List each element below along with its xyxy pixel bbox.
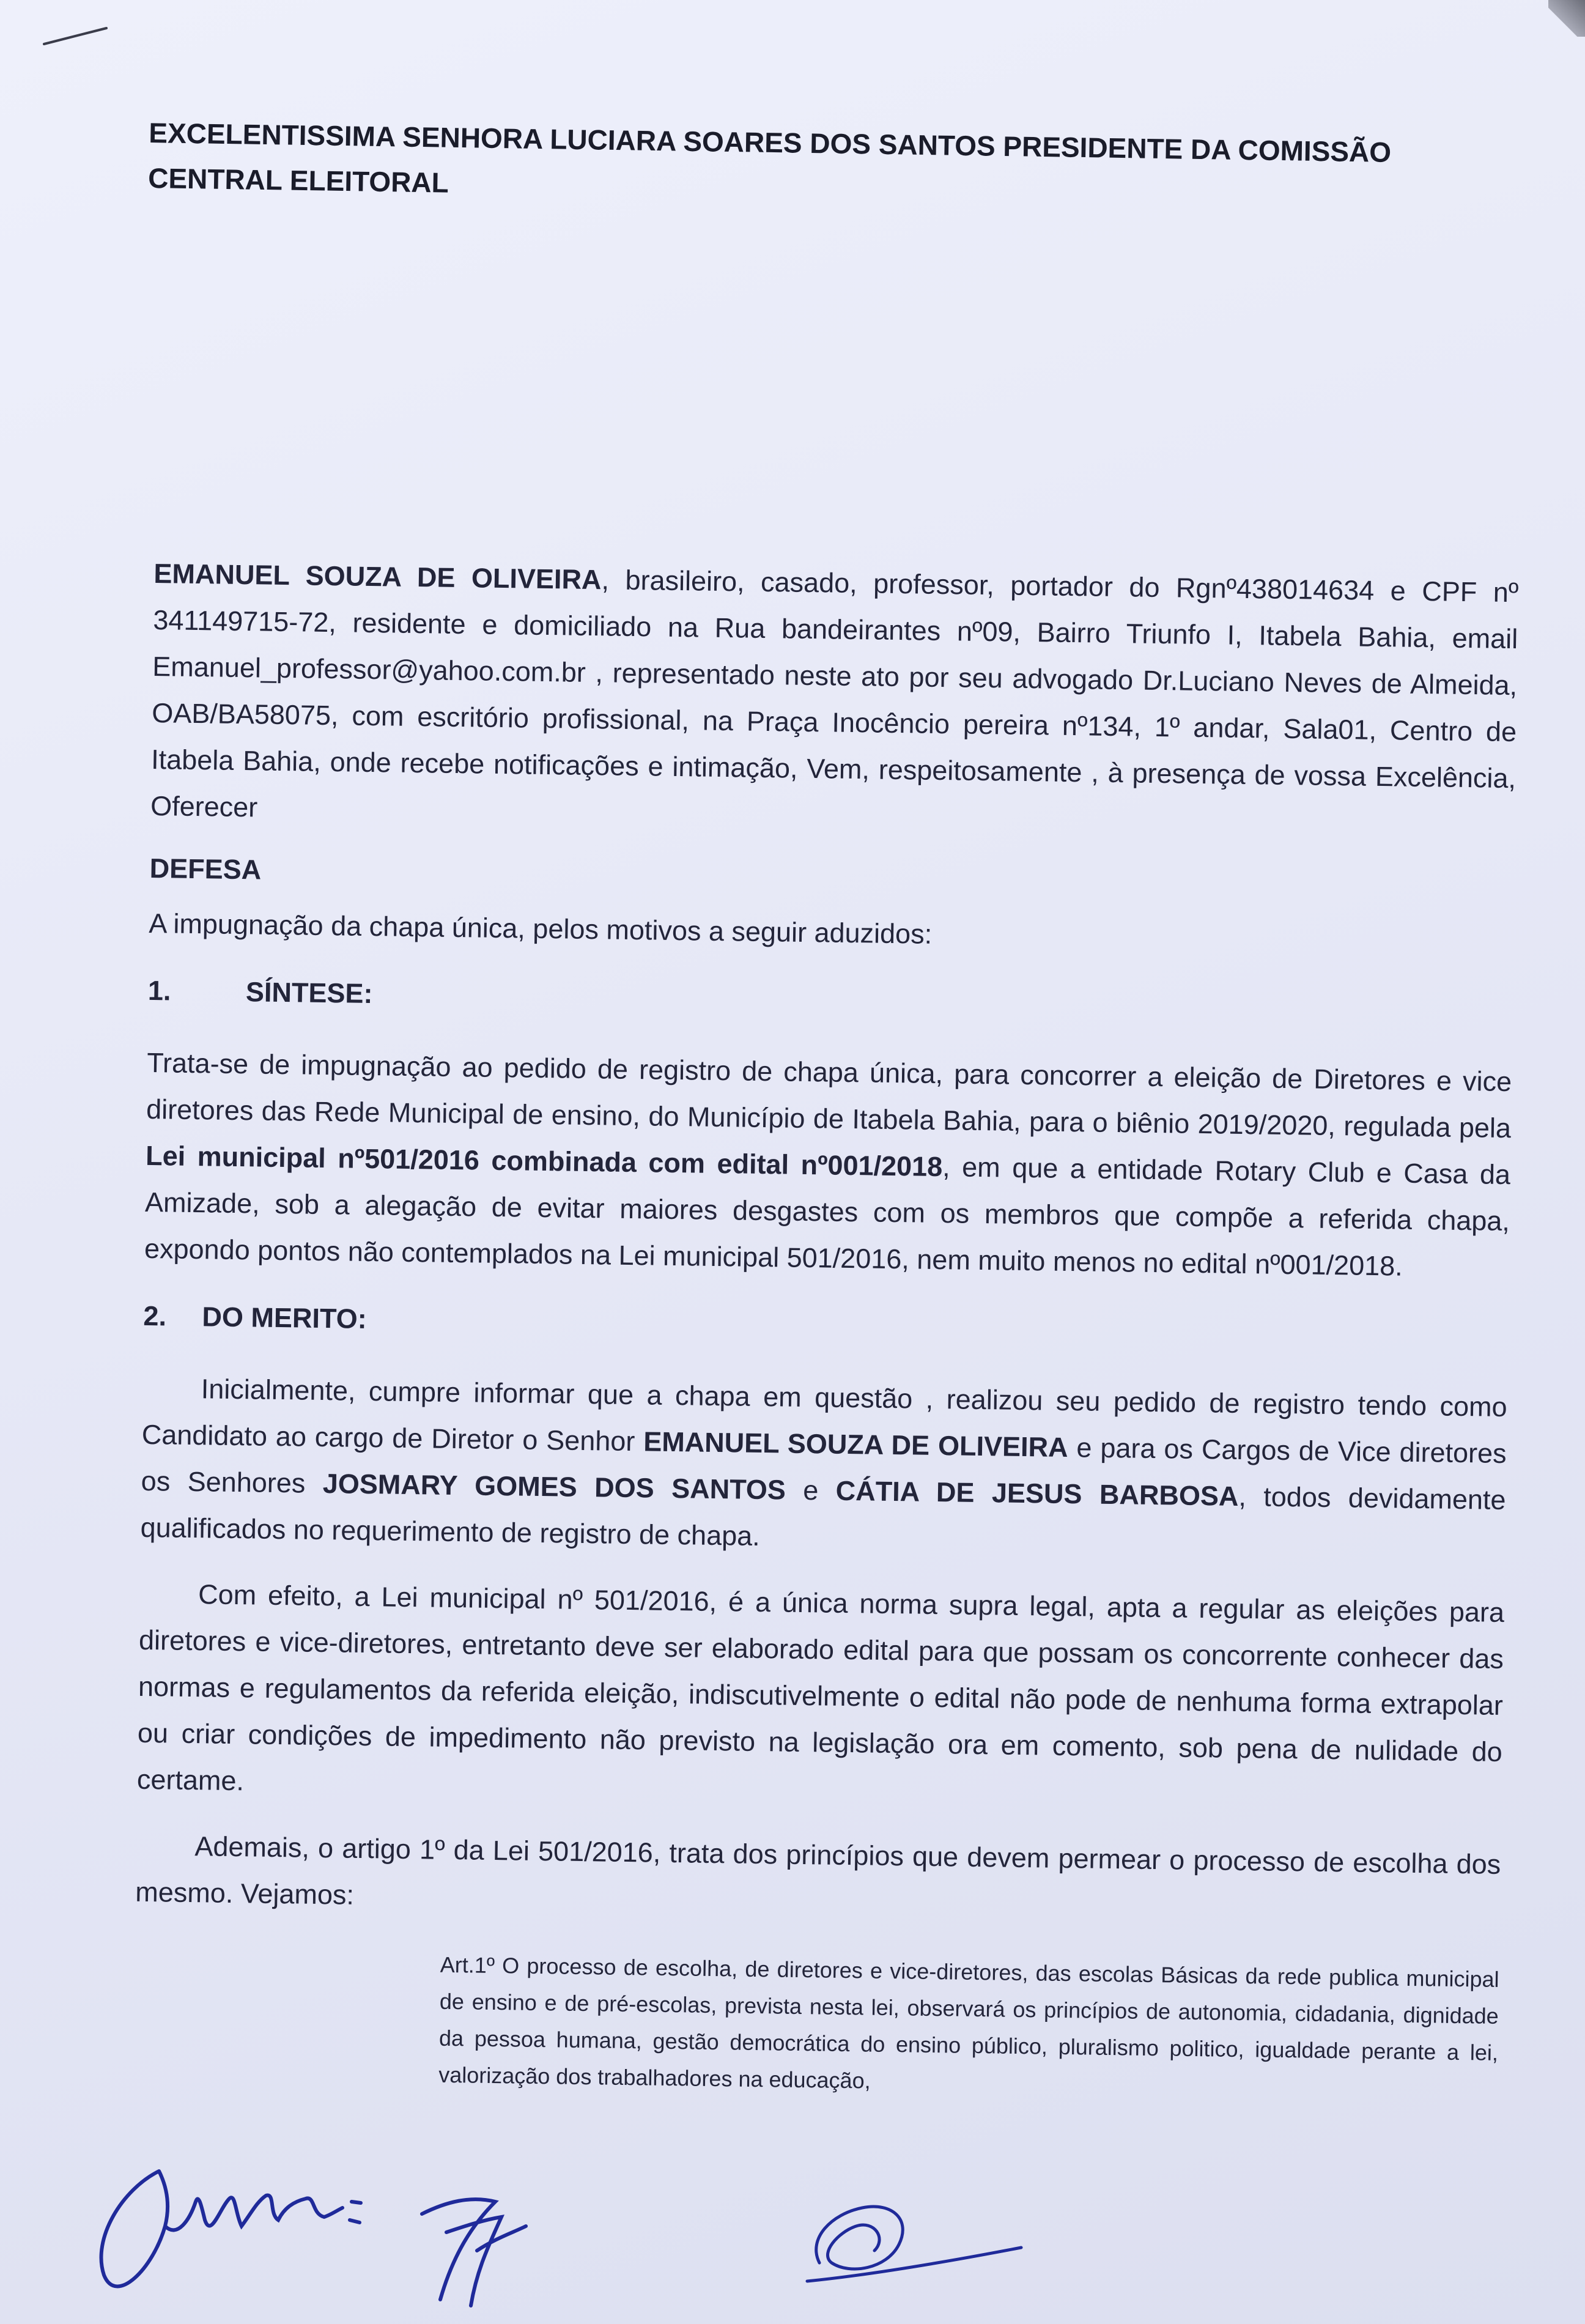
section-2-paragraph-1 — [140, 1365, 1507, 1570]
section-2-paragraph-2: Com efeito, a Lei municipal nº 501/2016, é a única norma supra legal, apta a regular as eleições para diretores e vice-diretores, entretanto deve ser elaborado edital para que possam os concorrente conhecer das normas e regulamentos da referida eleição, indiscutivelmente o edital não pode de nenhuma forma extrapolar ou criar condições de impedimento não previsto na legislação ora em comento, sob pena de nulidade do certame. — [136, 1578, 1505, 1797]
signature-1-icon — [73, 2134, 379, 2318]
candidate-director-name: EMANUEL SOUZA DE OLIVEIRA — [643, 1426, 1068, 1464]
section-1-heading — [147, 968, 1513, 1033]
section-1-text-a: Trata-se de impugnação ao pedido de registro de chapa única, para concorrer a eleição de Diretores e vice diretores das Rede Municipal de ensino, do Município de Itabela Bahia, para o biênio 2019/2020, regulada pela — [146, 1046, 1512, 1144]
section-2-p1-text-d: , todos devidamente qualificados no requerimento de registro de chapa. — [140, 1480, 1506, 1552]
law-article-quote: Art.1º O processo de escolha, de diretores e vice-diretores, das escolas Básicas da rede publica municipal de ensino e de pré-escolas, prevista nesta lei, observará os princípios de autonomia, cidadania, dignidade da pessoa humana, gestão democrática do ensino público, pluralismo politico, igualdade perante a lei, valorização dos trabalhadores na educação, — [438, 1952, 1499, 2093]
section-1-law-reference: Lei municipal nº501/2016 combinada com edital nº001/2018 — [145, 1139, 943, 1183]
impugnacao-line: A impugnação da chapa única, pelos motivos a seguir aduzidos: — [149, 907, 933, 950]
section-2-title: DO MERITO: — [202, 1301, 368, 1334]
section-2-p1-text-a: Inicialmente, cumpre informar que a chapa em questão , realizou seu pedido de registro tendo como Candidato ao cargo de Diretor o Senhor — [141, 1373, 1508, 1457]
defesa-title: DEFESA — [149, 852, 262, 886]
document-body — [133, 550, 1519, 2108]
petitioner-name: EMANUEL SOUZA DE OLIVEIRA — [153, 557, 602, 596]
section-1-paragraph — [144, 1040, 1512, 1291]
section-1-text-b: , em que a entidade Rotary Club e Casa da Amizade, sob a alegação de evitar maiores desgastes com os membros que compõe a referida chapa, expondo pontos não contemplados na Lei municipal 501/2016, nem muito menos no edital nº001/2018. — [144, 1151, 1511, 1282]
candidate-vice-name-1: JOSMARY GOMES DOS SANTOS — [322, 1468, 786, 1506]
section-2-p1-text-b: e para os Cargos de Vice diretores os Senhores — [141, 1432, 1507, 1499]
intro-paragraph — [150, 550, 1519, 848]
signature-3-icon — [795, 2189, 1027, 2300]
section-2-paragraph-3: Ademais, o artigo 1º da Lei 501/2016, trata dos princípios que devem permear o processo de escolha dos mesmo. Vejamos: — [135, 1830, 1501, 1911]
section-1-number: 1. — [147, 974, 171, 1007]
pen-stroke-mark — [43, 24, 110, 49]
addressee-heading: EXCELENTISSIMA SENHORA LUCIARA SOARES DOS SANTOS PRESIDENTE DA COMISSÃO CENTRAL ELEITORAL — [147, 116, 1392, 199]
section-1-title: SÍNTESE: — [245, 976, 373, 1010]
section-2-number: 2. — [143, 1300, 167, 1332]
intro-text: , brasileiro, casado, professor, portador do Rgnº438014634 e CPF nº 341149715-72, residente e domiciliado na Rua bandeirantes nº09, Bairro Triunfo I, Itabela Bahia, email Emanuel_professor@yahoo.com.br , representado neste ato por seu advogado Dr.Luciano Neves de Almeida, OAB/BA58075, com escritório profissional, na Praça Inocêncio pereira nº134, 1º andar, Sala01, Centro de Itabela Bahia, onde recebe notificações e intimação, Vem, respeitosamente , à presença de vossa Excelência, Oferecer — [150, 564, 1519, 823]
candidate-vice-name-2: CÁTIA DE JESUS BARBOSA — [835, 1475, 1239, 1512]
page-corner-shadow — [1548, 0, 1585, 37]
section-2-p1-text-c: e — [785, 1474, 837, 1506]
signature-2-icon — [404, 2177, 538, 2318]
section-2-heading — [143, 1293, 1509, 1358]
